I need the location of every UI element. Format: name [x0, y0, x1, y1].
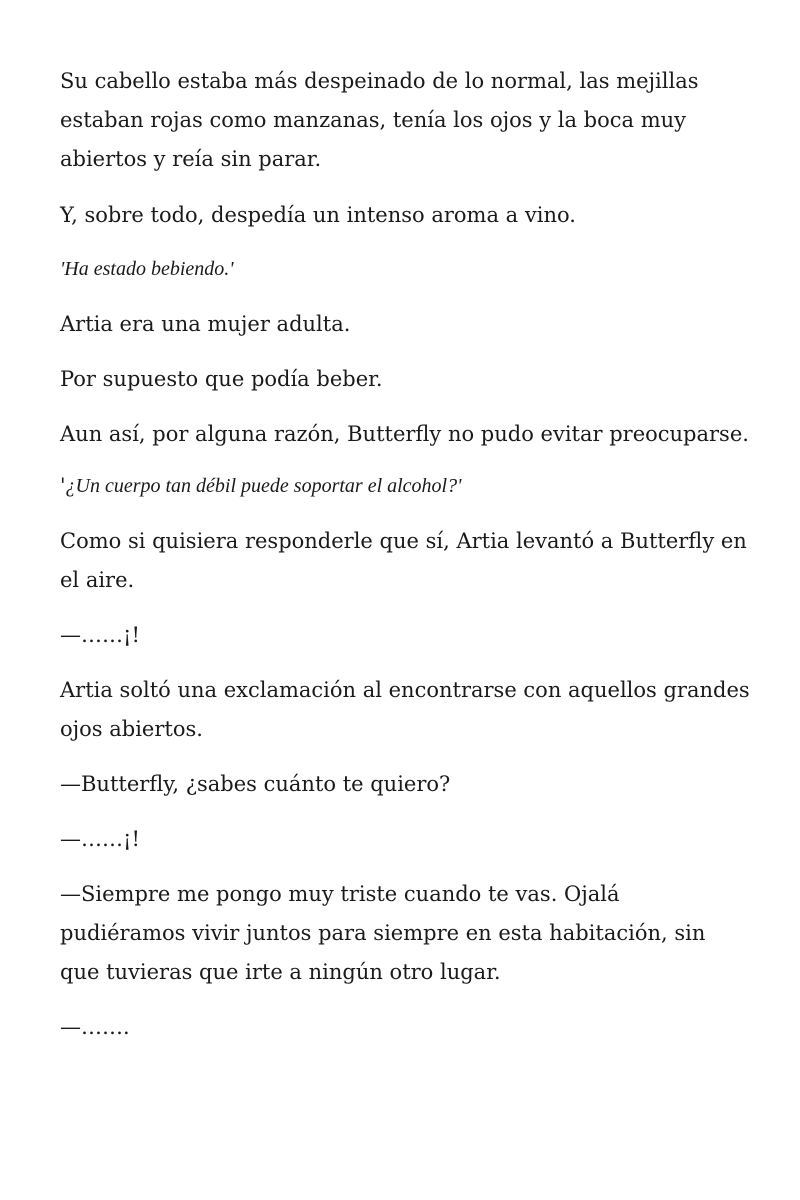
- thought-weak-body-text: ¿Un cuerpo tan débil puede soportar el alcohol?': [65, 475, 462, 497]
- dialogue-exclamation-2: —……¡!: [60, 827, 140, 851]
- dialogue-sad-when-leave: —Siempre me pongo muy triste cuando te vas. Ojalá pudiéramos vivir juntos para siempre en esta habitación, sin que tuvieras que irte a ningún otro lugar.: [60, 882, 706, 984]
- paragraph-hair-description: Su cabello estaba más despeinado de lo normal, las mejillas estaban rojas como manzanas, tenía los ojos y la boca muy abiertos y reía sin parar.: [60, 69, 699, 171]
- paragraph-eyes: Artia soltó una exclamación al encontrarse con aquellos grandes ojos abiertos.: [60, 678, 750, 741]
- thought-weak-body: [60, 470, 750, 501]
- thought-drinking: 'Ha estado bebiendo.': [60, 258, 234, 280]
- dialogue-exclamation-1: —……¡!: [60, 623, 140, 647]
- paragraph-lifted: Como si quisiera responderle que sí, Artia levantó a Butterfly en el aire.: [60, 529, 747, 592]
- dialogue-ellipsis: —…….: [60, 1015, 130, 1039]
- paragraph-could-drink: Por supuesto que podía beber.: [60, 367, 383, 391]
- paragraph-adult-woman: Artia era una mujer adulta.: [60, 312, 351, 336]
- page-text: [60, 62, 750, 1063]
- paragraph-worry: Aun así, por alguna razón, Butterfly no pudo evitar preocuparse.: [60, 422, 749, 446]
- paragraph-wine-aroma: Y, sobre todo, despedía un intenso aroma a vino.: [60, 203, 576, 227]
- thought-quote-mark: ': [60, 473, 66, 497]
- dialogue-love-question: —Butterfly, ¿sabes cuánto te quiero?: [60, 772, 451, 796]
